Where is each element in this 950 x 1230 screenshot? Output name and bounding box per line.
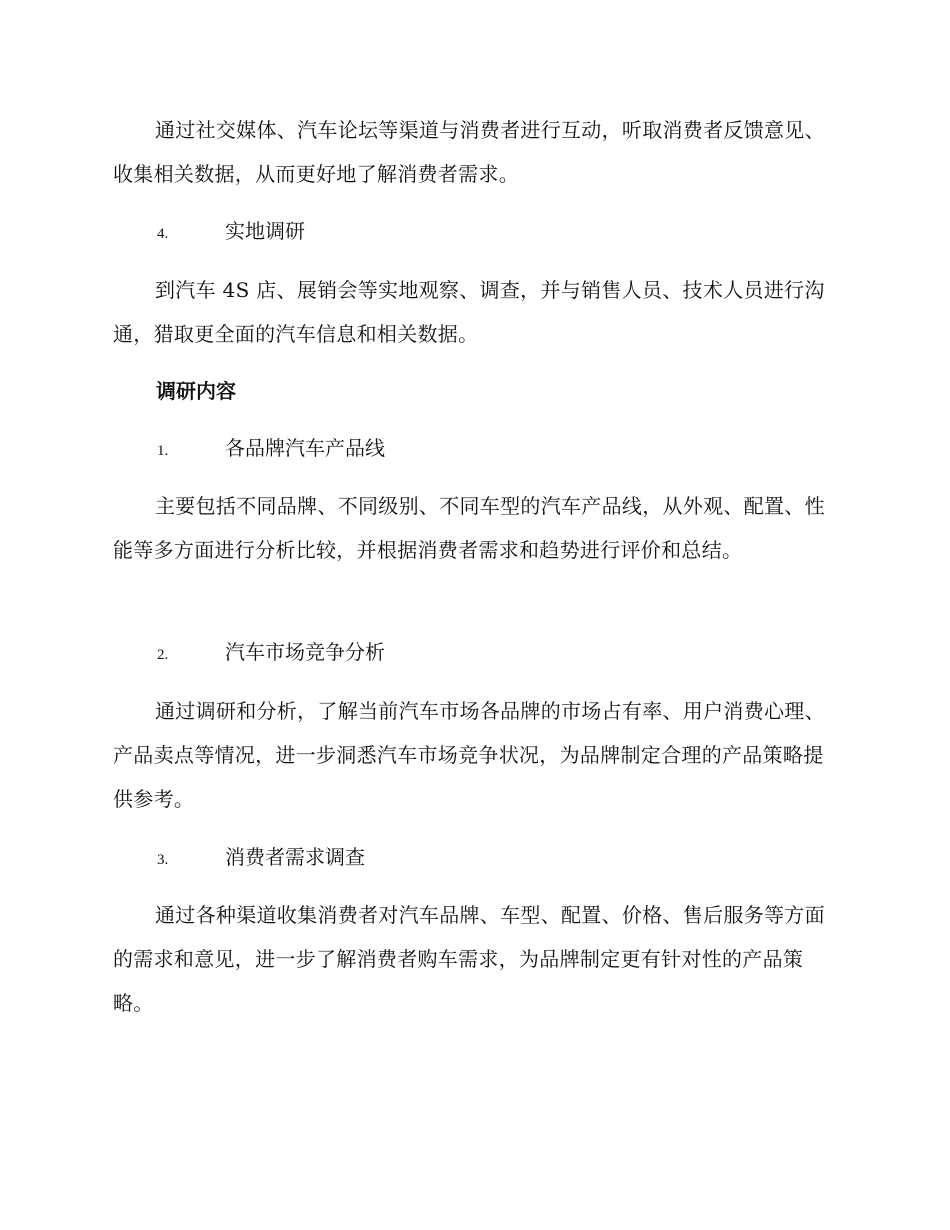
list-item-consumer-demand xyxy=(157,843,365,874)
list-title: 汽车市场竞争分析 xyxy=(225,640,385,664)
list-number: 4. xyxy=(157,226,169,242)
paragraph-consumer-demand: 通过各种渠道收集消费者对汽车品牌、车型、配置、价格、售后服务等方面的需求和意见，进一步了解消费者购车需求，为品牌制定更有针对性的产品策略。 xyxy=(113,903,825,1015)
paragraph-social-media: 通过社交媒体、汽车论坛等渠道与消费者进行互动，听取消费者反馈意见、收集相关数据，从而更好地了解消费者需求。 xyxy=(113,118,825,186)
list-number: 3. xyxy=(157,852,169,868)
paragraph-competition-analysis: 通过调研和分析，了解当前汽车市场各品牌的市场占有率、用户消费心理、产品卖点等情况，进一步洞悉汽车市场竞争状况，为品牌制定合理的产品策略提供参考。 xyxy=(113,699,825,811)
list-number: 2. xyxy=(157,647,169,663)
list-item-product-lines xyxy=(157,434,385,465)
list-item-field-research xyxy=(157,217,305,248)
list-title: 各品牌汽车产品线 xyxy=(225,436,385,460)
list-item-competition-analysis xyxy=(157,638,385,669)
list-title: 实地调研 xyxy=(225,219,305,243)
section-heading: 调研内容 xyxy=(156,379,236,403)
list-title: 消费者需求调查 xyxy=(225,845,365,869)
list-number: 1. xyxy=(157,443,169,459)
paragraph-field-research: 到汽车 4S 店、展销会等实地观察、调查，并与销售人员、技术人员进行沟通，猎取更全面的汽车信息和相关数据。 xyxy=(113,278,825,346)
paragraph-product-lines: 主要包括不同品牌、不同级别、不同车型的汽车产品线，从外观、配置、性能等多方面进行分析比较，并根据消费者需求和趋势进行评价和总结。 xyxy=(113,494,825,562)
